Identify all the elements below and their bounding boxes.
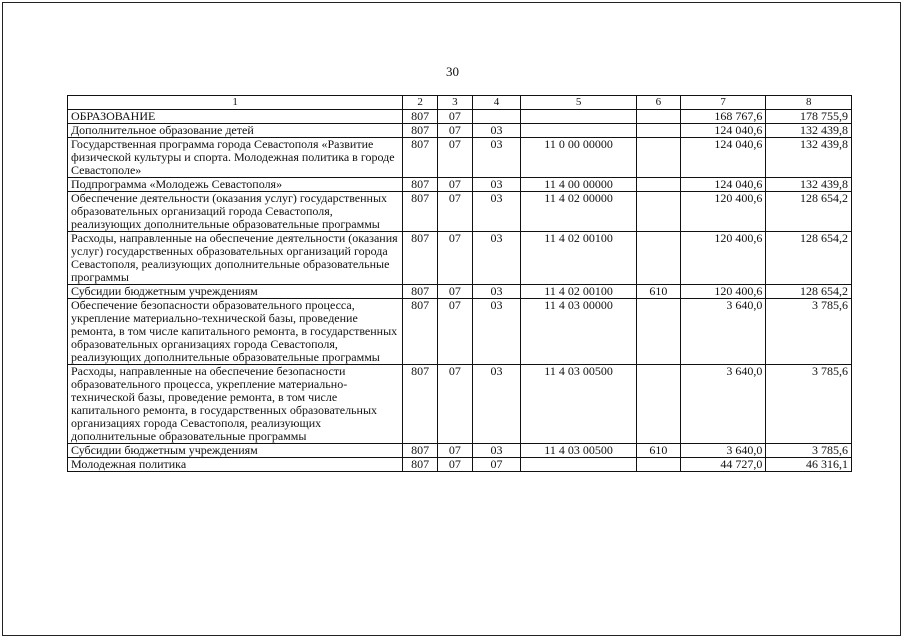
row-name-cell: Обеспечение деятельности (оказания услуг) государственных образовательных организаций города Севастополя, реализующих дополнительные образовательные программы (68, 192, 403, 232)
table-row (68, 124, 852, 138)
row-name-cell: Государственная программа города Севастополя «Развитие физической культуры и спорта. Молодежная политика в городе Севастополе» (68, 138, 403, 178)
section-code-cell: 07 (438, 192, 473, 232)
section-code-cell: 07 (438, 110, 473, 124)
amount-year1-cell: 120 400,6 (680, 232, 766, 285)
table-row (68, 110, 852, 124)
amount-year1-cell: 120 400,6 (680, 192, 766, 232)
ved-code-cell: 807 (403, 124, 438, 138)
row-name-cell: Обеспечение безопасности образовательного процесса, укрепление материально-технической базы, проведение ремонта, в том числе капитального ремонта, в государственных образовательных организациях города Севастополя, реализующих дополнительные образовательные программы (68, 299, 403, 365)
program-code-cell (521, 110, 637, 124)
section-code-cell: 07 (438, 232, 473, 285)
table-header-row (68, 96, 852, 110)
expense-type-cell (636, 232, 680, 285)
amount-year1-cell: 120 400,6 (680, 285, 766, 299)
amount-year2-cell: 132 439,8 (766, 138, 852, 178)
subsection-code-cell: 03 (472, 138, 521, 178)
table-body (68, 110, 852, 472)
program-code-cell: 11 4 03 00000 (521, 299, 637, 365)
section-code-cell: 07 (438, 285, 473, 299)
table-row (68, 192, 852, 232)
program-code-cell: 11 4 02 00000 (521, 192, 637, 232)
amount-year2-cell: 128 654,2 (766, 285, 852, 299)
expense-type-cell (636, 192, 680, 232)
row-name-cell: Подпрограмма «Молодежь Севастополя» (68, 178, 403, 192)
section-code-cell: 07 (438, 444, 473, 458)
header-cell: 7 (680, 96, 766, 110)
subsection-code-cell: 03 (472, 299, 521, 365)
amount-year2-cell: 128 654,2 (766, 192, 852, 232)
ved-code-cell: 807 (403, 232, 438, 285)
header-cell: 2 (403, 96, 438, 110)
program-code-cell: 11 0 00 00000 (521, 138, 637, 178)
header-cell: 1 (68, 96, 403, 110)
table-row (68, 299, 852, 365)
section-code-cell: 07 (438, 124, 473, 138)
program-code-cell: 11 4 00 00000 (521, 178, 637, 192)
table-row (68, 458, 852, 472)
expense-type-cell (636, 458, 680, 472)
table-row (68, 285, 852, 299)
subsection-code-cell (472, 110, 521, 124)
amount-year1-cell: 3 640,0 (680, 444, 766, 458)
table-row (68, 178, 852, 192)
ved-code-cell: 807 (403, 444, 438, 458)
ved-code-cell: 807 (403, 365, 438, 444)
amount-year2-cell: 132 439,8 (766, 178, 852, 192)
ved-code-cell: 807 (403, 285, 438, 299)
expense-type-cell (636, 138, 680, 178)
section-code-cell: 07 (438, 365, 473, 444)
subsection-code-cell: 07 (472, 458, 521, 472)
amount-year1-cell: 3 640,0 (680, 365, 766, 444)
ved-code-cell: 807 (403, 299, 438, 365)
row-name-cell: ОБРАЗОВАНИЕ (68, 110, 403, 124)
program-code-cell: 11 4 02 00100 (521, 232, 637, 285)
budget-table (67, 95, 852, 472)
amount-year2-cell: 3 785,6 (766, 299, 852, 365)
ved-code-cell: 807 (403, 178, 438, 192)
row-name-cell: Молодежная политика (68, 458, 403, 472)
page-number: 30 (446, 64, 459, 79)
program-code-cell (521, 124, 637, 138)
expense-type-cell (636, 299, 680, 365)
header-cell: 8 (766, 96, 852, 110)
amount-year2-cell: 3 785,6 (766, 365, 852, 444)
row-name-cell: Дополнительное образование детей (68, 124, 403, 138)
subsection-code-cell: 03 (472, 192, 521, 232)
ved-code-cell: 807 (403, 458, 438, 472)
section-code-cell: 07 (438, 458, 473, 472)
expense-type-cell: 610 (636, 444, 680, 458)
table-row (68, 232, 852, 285)
amount-year2-cell: 128 654,2 (766, 232, 852, 285)
row-name-cell: Субсидии бюджетным учреждениям (68, 285, 403, 299)
amount-year1-cell: 124 040,6 (680, 178, 766, 192)
expense-type-cell (636, 178, 680, 192)
expense-type-cell (636, 110, 680, 124)
subsection-code-cell: 03 (472, 124, 521, 138)
expense-type-cell (636, 365, 680, 444)
table-row (68, 365, 852, 444)
expense-type-cell (636, 124, 680, 138)
program-code-cell: 11 4 03 00500 (521, 444, 637, 458)
amount-year1-cell: 124 040,6 (680, 124, 766, 138)
header-cell: 5 (521, 96, 637, 110)
subsection-code-cell: 03 (472, 178, 521, 192)
table-row (68, 138, 852, 178)
table-row (68, 444, 852, 458)
amount-year1-cell: 124 040,6 (680, 138, 766, 178)
section-code-cell: 07 (438, 138, 473, 178)
amount-year2-cell: 3 785,6 (766, 444, 852, 458)
ved-code-cell: 807 (403, 110, 438, 124)
ved-code-cell: 807 (403, 192, 438, 232)
expense-type-cell: 610 (636, 285, 680, 299)
header-cell: 6 (636, 96, 680, 110)
amount-year2-cell: 178 755,9 (766, 110, 852, 124)
header-cell: 3 (438, 96, 473, 110)
section-code-cell: 07 (438, 299, 473, 365)
amount-year1-cell: 44 727,0 (680, 458, 766, 472)
subsection-code-cell: 03 (472, 365, 521, 444)
program-code-cell: 11 4 02 00100 (521, 285, 637, 299)
program-code-cell (521, 458, 637, 472)
section-code-cell: 07 (438, 178, 473, 192)
subsection-code-cell: 03 (472, 444, 521, 458)
row-name-cell: Расходы, направленные на обеспечение деятельности (оказания услуг) государственных образовательных организаций города Севастополя, реализующих дополнительные образовательные программы (68, 232, 403, 285)
ved-code-cell: 807 (403, 138, 438, 178)
header-cell: 4 (472, 96, 521, 110)
amount-year1-cell: 3 640,0 (680, 299, 766, 365)
amount-year2-cell: 46 316,1 (766, 458, 852, 472)
subsection-code-cell: 03 (472, 285, 521, 299)
program-code-cell: 11 4 03 00500 (521, 365, 637, 444)
subsection-code-cell: 03 (472, 232, 521, 285)
amount-year2-cell: 132 439,8 (766, 124, 852, 138)
row-name-cell: Расходы, направленные на обеспечение безопасности образовательного процесса, укрепление материально-технической базы, проведение ремонта, в том числе капитального ремонта, в государственных образовательных организациях города Севастополя, реализующих дополнительные образовательные программы (68, 365, 403, 444)
row-name-cell: Субсидии бюджетным учреждениям (68, 444, 403, 458)
amount-year1-cell: 168 767,6 (680, 110, 766, 124)
